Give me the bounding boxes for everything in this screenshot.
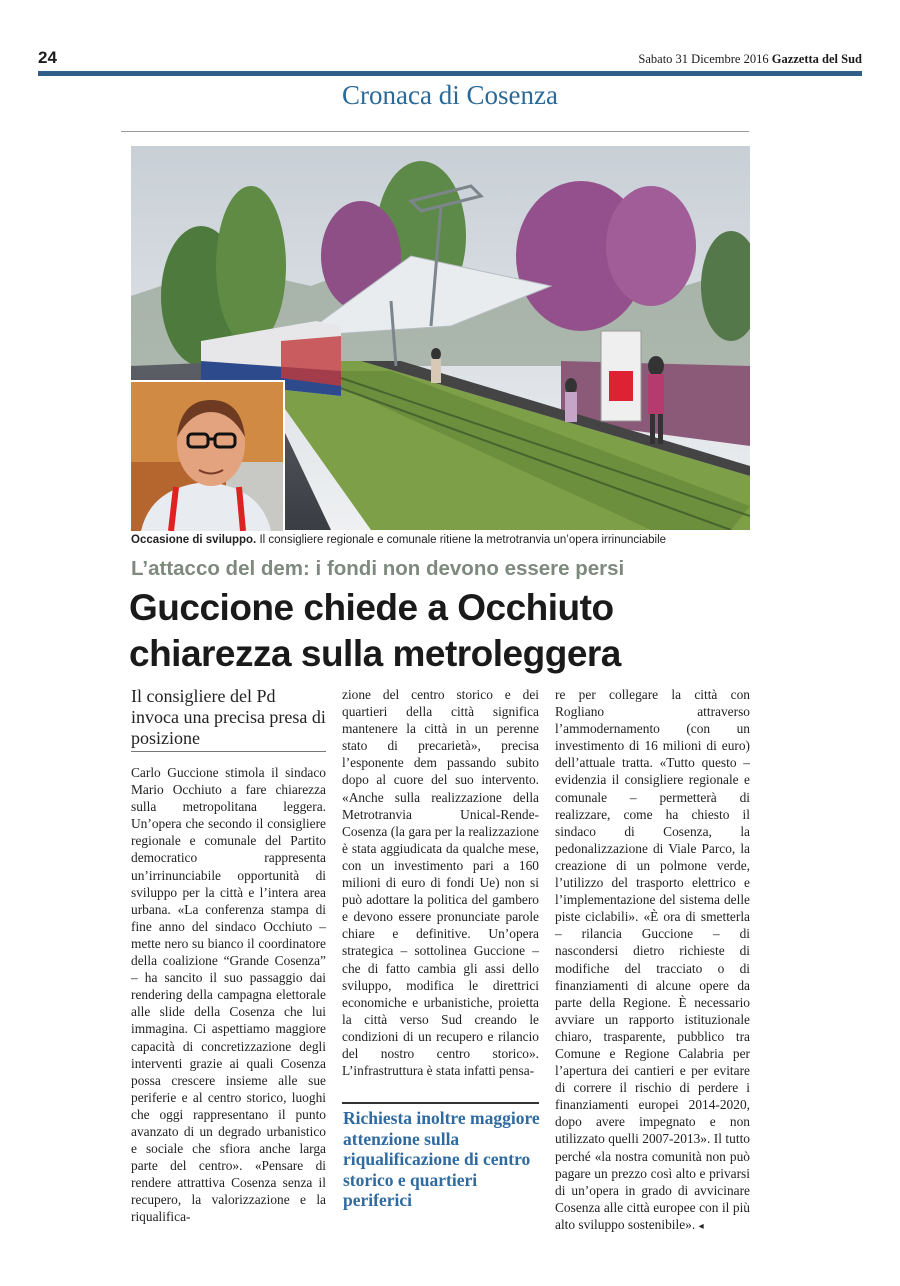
headline <box>129 585 621 677</box>
subheadline-rule <box>131 751 326 752</box>
issue-date: Sabato 31 Dicembre 2016 <box>638 52 769 66</box>
body-column-1: Carlo Guccione stimola il sindaco Mario Occhiuto a fare chiarezza sulla metropolitana leggera. Un’opera che secondo il consigliere regionale e comunale del Partito democratico rappresenta un’irrinunciabile opportunità di sviluppo per la città e l’intera area urbana. «La conferenza stampa di fine anno del sindaco Occhiuto – mette nero su bianco il coordinatore della coalizione “Grande Cosenza” – ha sancito il suo passaggio dai rendering della campagna elettorale alle slide della Cosenza che lui immagina. Ci aspettiamo maggiore capacità di concretizzazione degli interventi grazie ai quali Cosenza possa crescere insieme alle sue periferie e al centro storico, luoghi che oggi rappresentano il punto avanzato di un degrado urbanistico e sociale che sfiora anche larga parte del centro». «Pensare di rendere attrattiva Cosenza senza il recupero, la valorizzazione e la riqualifica- <box>131 765 326 1225</box>
caption-text: Il consigliere regionale e comunale ritiene la metrotranvia un’opera irrinunciabile <box>256 534 667 546</box>
publication-name: Gazzetta del Sud <box>771 52 862 66</box>
headline-line-2: chiarezza sulla metroleggera <box>129 633 621 674</box>
pull-quote-rule <box>342 1102 539 1104</box>
kicker: L’attacco del dem: i fondi non devono essere persi <box>131 557 625 580</box>
subheadline: Il consigliere del Pd invoca una precisa presa di posizione <box>131 686 326 748</box>
headline-line-1: Guccione chiede a Occhiuto <box>129 587 614 628</box>
dateline <box>638 52 862 67</box>
header-rule <box>38 71 862 76</box>
pull-quote: Richiesta inoltre maggiore attenzione sulla riqualificazione di centro storico e quartieri periferici <box>343 1108 540 1210</box>
page-header <box>38 48 862 68</box>
photo-caption <box>131 534 771 546</box>
caption-lead: Occasione di sviluppo. <box>131 534 257 546</box>
body-column-3 <box>555 686 750 1235</box>
end-mark-icon: ◂ <box>698 1220 704 1232</box>
portrait-photo <box>131 380 285 531</box>
page-number: 24 <box>38 48 57 67</box>
section-title: Cronaca di Cosenza <box>342 80 558 110</box>
section-rule <box>121 131 749 132</box>
body-column-3-text: re per collegare la città con Rogliano attraverso l’ammodernamento (con un investimento di 16 milioni di euro) dell’attuale tratta. «Tutto questo – evidenzia il consigliere regionale e comunale – permetterà di realizzare, come ha chiesto il sindaco di Cosenza, la pedonalizzazione di Viale Parco, la creazione di un polmone verde, l’utilizzo del trasporto elettrico e l’implementazione del sistema delle piste ciclabili». «È ora di smetterla – rilancia Guccione – di nascondersi dietro richieste di modifiche del tracciato o di finanziamenti di alcune opere da parte della Regione. È necessario avviare un rapporto istituzionale chiaro, trasparente, pubblico tra Comune e Regione Calabria per l’apertura dei cantieri e per evitare di correre il rischio di perdere i finanziamenti europei 2014-2020, dopo avere impegnato e non utilizzato quelli 2007-2013». Il tutto perché «la nostra comunità non può pagare un prezzo così alto e privarsi di un’opera in grado di avvicinare Cosenza alle città europee con il più alto sviluppo sostenibile». <box>555 687 750 1232</box>
body-column-2: zione del centro storico e dei quartieri della città significa mantenere la città in un perenne stato di precarietà», precisa l’esponente dem passando subito dopo al cuore del suo intervento. «Anche sulla realizzazione della Metrotranvia Unical-Rende-Cosenza (la gara per la realizzazione è stata aggiudicata da qualche mese, con un investimento pari a 160 milioni di euro di fondi Ue) non si può adottare la politica del gambero e devono essere pronunciate parole chiare e definitive. Un’opera strategica – sottolinea Guccione – che di fatto cambia gli assi dello sviluppo, modifica le direttrici economiche e urbanistiche, proietta la città verso Sud creando le condizioni di un recupero e rilancio del nostro centro storico». L’infrastruttura è stata infatti pensa- <box>342 687 539 1079</box>
